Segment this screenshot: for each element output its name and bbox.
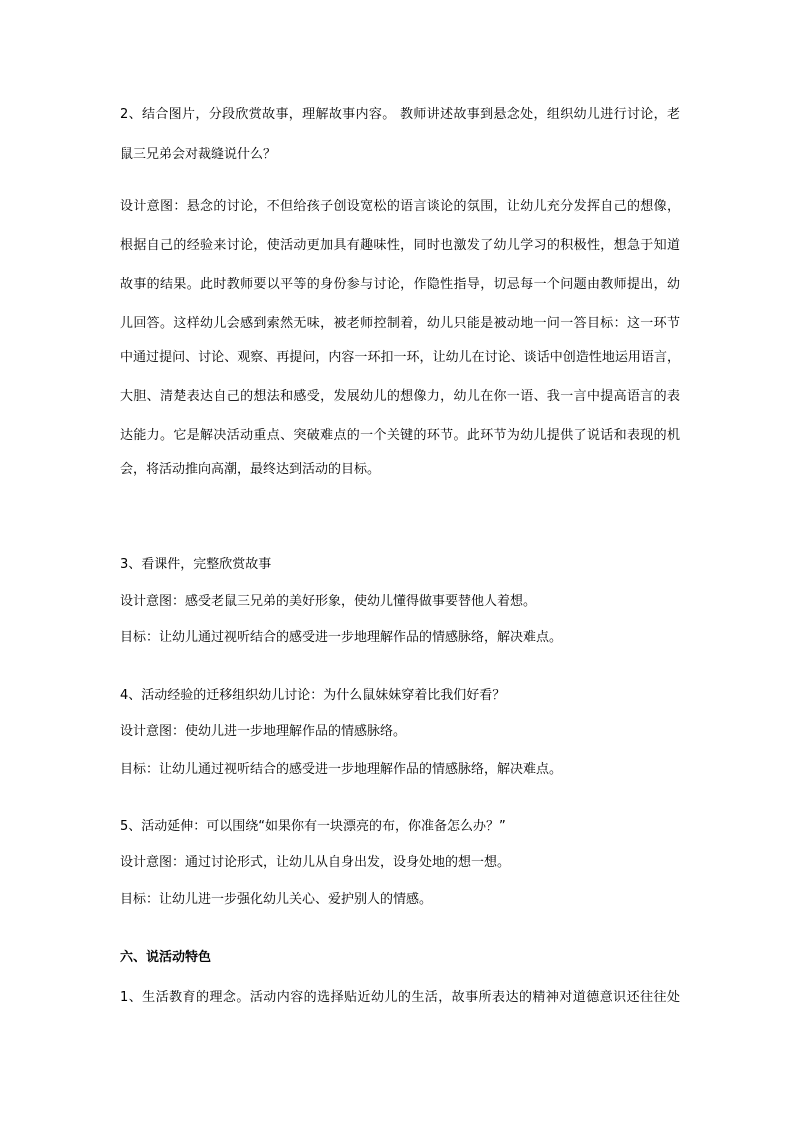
design-intent-2-line-8: 会，将活动推向高潮，最终达到活动的目标。 bbox=[120, 462, 381, 477]
section4-design: 设计意图：使幼儿进一步地理解作品的情感脉络。 bbox=[120, 724, 407, 739]
section2-line-2: 鼠三兄弟会对裁缝说什么？ bbox=[120, 147, 277, 162]
design-intent-2-line-1: 设计意图：悬念的讨论，不但给孩子创设宽松的语言谈论的氛围，让幼儿充分发挥自己的想像， bbox=[120, 199, 680, 214]
design-intent-2-line-7: 达能力。它是解决活动重点、突破难点的一个关键的环节。此环节为幼儿提供了说话和表现的机 bbox=[120, 428, 680, 443]
design-intent-2-line-3: 故事的结果。此时教师要以平等的身份参与讨论，作隐性指导，切忌每一个问题由教师提出，幼 bbox=[120, 277, 680, 292]
section2-line-1: 2、结合图片，分段欣赏故事，理解故事内容。 教师讲述故事到悬念处，组织幼儿进行讨论，老 bbox=[120, 107, 680, 122]
section4-title: 4、活动经验的迁移组织幼儿讨论：为什么鼠妹妹穿着比我们好看？ bbox=[120, 688, 506, 703]
section6-line-1: 1、生活教育的理念。活动内容的选择贴近幼儿的生活，故事所表达的精神对道德意识还往往处 bbox=[120, 990, 680, 1005]
section3-goal: 目标：让幼儿通过视听结合的感受进一步地理解作品的情感脉络，解决难点。 bbox=[120, 630, 563, 645]
section4-goal: 目标：让幼儿通过视听结合的感受进一步地理解作品的情感脉络，解决难点。 bbox=[120, 762, 563, 777]
section5-title: 5、活动延伸：可以围绕“如果你有一块漂亮的布，你准备怎么办？” bbox=[120, 819, 506, 834]
design-intent-2-line-5: 中通过提问、讨论、观察、再提问，内容一环扣一环，让幼儿在讨论、谈话中创造性地运用语言， bbox=[120, 350, 680, 365]
design-intent-2-line-6: 大胆、清楚表达自己的想法和感受，发展幼儿的想像力，幼儿在你一语、我一言中提高语言的表 bbox=[120, 389, 680, 404]
section5-goal: 目标：让幼儿进一步强化幼儿关心、爱护别人的情感。 bbox=[120, 892, 433, 907]
section3-title: 3、看课件，完整欣赏故事 bbox=[120, 557, 272, 572]
section6-heading: 六、说活动特色 bbox=[120, 950, 212, 965]
design-intent-2-line-2: 根据自己的经验来讨论，使活动更加具有趣味性，同时也激发了幼儿学习的积极性，想急于知道 bbox=[120, 238, 680, 253]
design-intent-2-line-4: 儿回答。这样幼儿会感到索然无味，被老师控制着，幼儿只能是被动地一问一答目标：这一环节 bbox=[120, 316, 680, 331]
section5-design: 设计意图：通过讨论形式，让幼儿从自身出发，设身处地的想一想。 bbox=[120, 855, 511, 870]
section3-design: 设计意图：感受老鼠三兄弟的美好形象，使幼儿懂得做事要替他人着想。 bbox=[120, 594, 537, 609]
